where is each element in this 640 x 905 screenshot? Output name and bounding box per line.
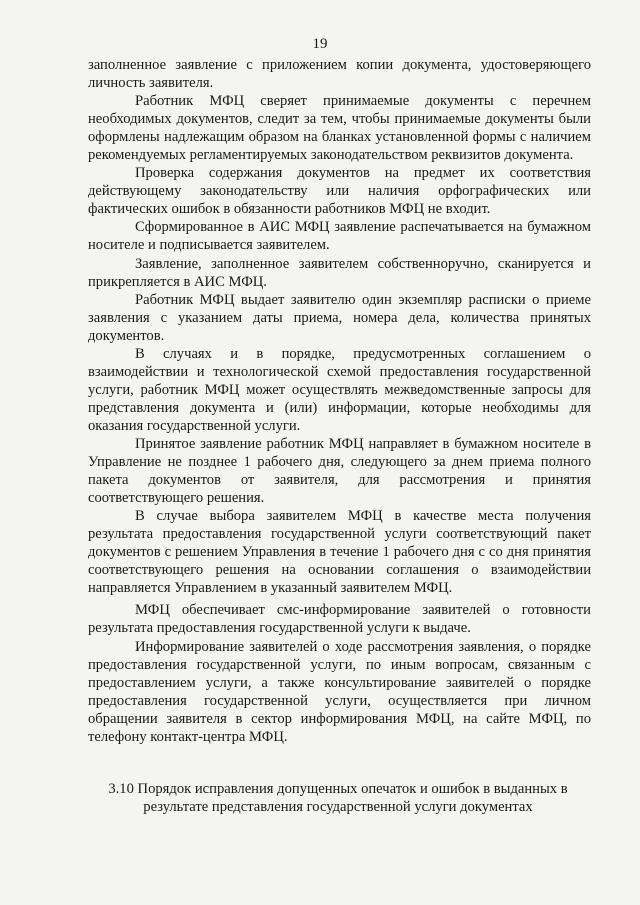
paragraph: Информирование заявителей о ходе рассмотрения заявления, о порядке предоставления государственной услуги, по иным вопросам, связанным с предоставлением услуги, а также консультирование заявителей о порядке предоставления государственной услуги, осуществляется при личном обращении заявителя в сектор информирования МФЦ, на сайте МФЦ, по телефону контакт-центра МФЦ. [88,638,591,745]
page-number: 19 [312,36,328,52]
section-heading: 3.10 Порядок исправления допущенных опечаток и ошибок в выданных в результате представления государственной услуги документах [108,781,568,815]
paragraph: Работник МФЦ сверяет принимаемые документы с перечнем необходимых документов, следит за тем, чтобы принимаемые документы были оформлены надлежащим образом на бланках установленной формы с наличием рекомендуемых регламентируемых законодательством реквизитов документа. [88,93,591,164]
paragraph: МФЦ обеспечивает смс-информирование заявителей о готовности результата предоставления государственной услуги к выдаче. [88,602,591,637]
paragraph: Заявление, заполненное заявителем собственноручно, сканируется и прикрепляется в АИС МФЦ. [88,255,591,290]
paragraph: Проверка содержания документов на предмет их соответствия действующему законодательству или наличия орфографических или фактических ошибок в обязанности работников МФЦ не входит. [88,165,591,218]
paragraph: В случае выбора заявителем МФЦ в качестве места получения результата предоставления государственной услуги соответствующий пакет документов с решением Управления в течение 1 рабочего дня с со дня принятия соответствующего решения на основании соглашения о взаимодействии направляется Управлением в указанный заявителем МФЦ. [88,508,591,597]
paragraph: Принятое заявление работник МФЦ направляет в бумажном носителе в Управление не позднее 1 рабочего дня, следующего за днем приема полного пакета документов от заявителя, для рассмотрения и принятия соответствующего решения. [88,435,591,507]
paragraph: заполненное заявление с приложением копии документа, удостоверяющего личность заявителя. [88,57,591,92]
paragraph: Работник МФЦ выдает заявителю один экземпляр расписки о приеме заявления с указанием даты приема, номера дела, количества принятых документов. [88,291,591,344]
paragraph: В случаях и в порядке, предусмотренных соглашением о взаимодействии и технологической схемой предоставления государственной услуги, работник МФЦ может осуществлять межведомственные запросы для представления документа и (или) информации, которые необходимы для оказания государственной услуги. [88,345,591,434]
paragraph: Сформированное в АИС МФЦ заявление распечатывается на бумажном носителе и подписывается заявителем. [88,219,591,254]
body-text [88,56,591,746]
